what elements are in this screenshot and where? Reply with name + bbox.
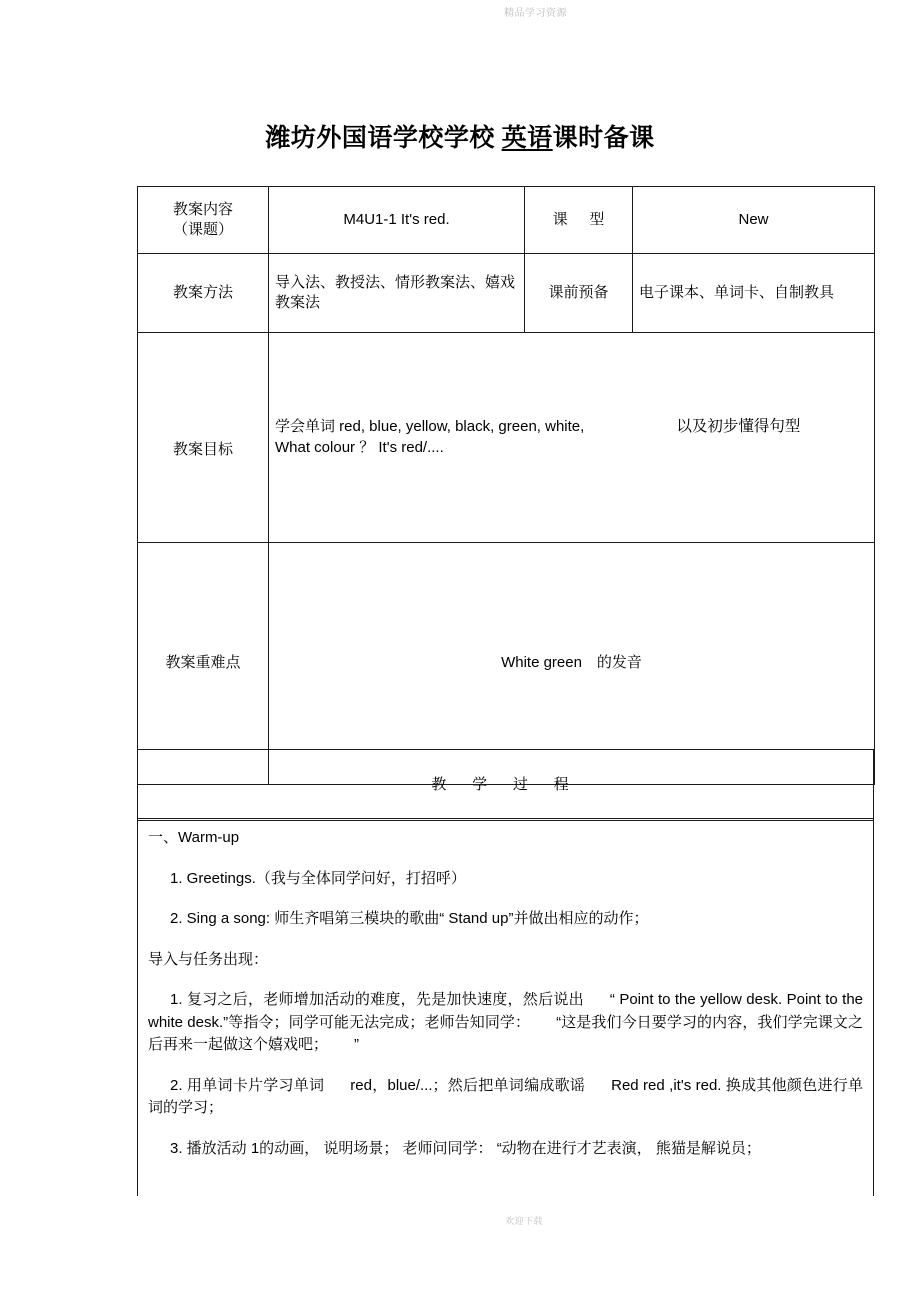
- para-sing-a-song: 2. Sing a song: 师生齐唱第三模块的歌曲“ Stand up”并做出相应的动作；: [170, 910, 649, 927]
- cell-lesson-content-value: M4U1-1 It's red.: [269, 187, 525, 254]
- step-1-part-b: “ Point to the yellow desk.: [609, 991, 783, 1008]
- step-2-part-b: red，blue/...；然后把单词编成歌谣: [350, 1076, 586, 1094]
- step-1-part-c: Point to the white desk.”等指令；同学可能无法完成；老师告知同学：: [148, 991, 864, 1031]
- step-2-part-c: Red red ,it's red. 换成其他颜: [611, 1076, 803, 1094]
- goal-line-1: [275, 417, 868, 438]
- para-warmup: 一、Warm-up: [148, 829, 240, 846]
- para-step-1: [148, 989, 863, 1057]
- goal-words: 学会单词 red, blue, yellow, black, green, white,: [275, 417, 585, 435]
- cell-goal-label: 教案目标: [138, 333, 269, 543]
- cell-focus-value: White green 的发音: [269, 543, 875, 785]
- title-prefix: 潍坊外国语学校学校: [265, 125, 502, 152]
- step-1-part-a: 1. 复习之后，老师增加活动的难度，先是加快速度，然后说出: [170, 991, 584, 1008]
- table-row: [138, 187, 875, 254]
- cell-method-label: 教案方法: [138, 254, 269, 333]
- lesson-content-label-line1: 教案内容: [172, 201, 233, 218]
- cell-prep-value: 电子课本、单词卡、自制教具: [633, 254, 875, 333]
- title-suffix: 课时备课: [552, 125, 655, 152]
- cell-lesson-content-label: [138, 187, 269, 254]
- cell-lesson-type-value: New: [633, 187, 875, 254]
- para-intro-task: 导入与任务出现：: [148, 950, 269, 968]
- table-row: [138, 333, 875, 543]
- bottom-watermark: 欢迎下载: [505, 1216, 544, 1226]
- step-1-part-f: ”: [354, 1036, 360, 1053]
- cell-method-value: 导入法、教授法、情形教案法、嬉戏教案法: [269, 254, 525, 333]
- para-step-2: [148, 1075, 863, 1120]
- lesson-content-label-line2: （课题）: [172, 222, 233, 238]
- page-title: [0, 118, 920, 154]
- title-subject: 英语: [501, 125, 553, 152]
- lesson-type-label: 课 型: [552, 211, 614, 228]
- lesson-info-table: [137, 186, 875, 785]
- step-2-part-d: 色进行单词的学习；: [148, 1076, 863, 1116]
- step-2-part-a: 2. 用单词卡片学习单词: [170, 1076, 325, 1094]
- cell-focus-label: 教案重难点: [138, 543, 269, 785]
- step-1-part-e: 习的内容，我们学完课文之后再来一起做这个嬉戏吧；: [148, 1013, 863, 1053]
- para-greetings: 1. Greetings.（我与全体同学问好，打招呼）: [170, 869, 466, 887]
- goal-sentence-note: 以及初步懂得句型: [676, 417, 801, 435]
- para-step-3: 3. 播放活动 1的动画， 说明场景； 老师问同学： “动物在进行才艺表演， 熊猫是解说员；: [170, 1139, 761, 1157]
- table-row: [138, 254, 875, 333]
- cell-prep-label: 课前预备: [525, 254, 633, 333]
- teaching-process-header-table: [137, 749, 874, 821]
- teaching-process-heading: 教 学 过 程: [138, 750, 874, 821]
- cell-lesson-type-label: [525, 187, 633, 254]
- step-1-part-d: “这是我们今日要学: [556, 1013, 682, 1031]
- cell-goal-value: [269, 333, 875, 543]
- top-watermark: 精品学习资源: [504, 8, 567, 19]
- teaching-process-body: [137, 818, 874, 1196]
- goal-line-2: What colour ？ It's red/....: [275, 438, 444, 456]
- table-row: [138, 750, 874, 821]
